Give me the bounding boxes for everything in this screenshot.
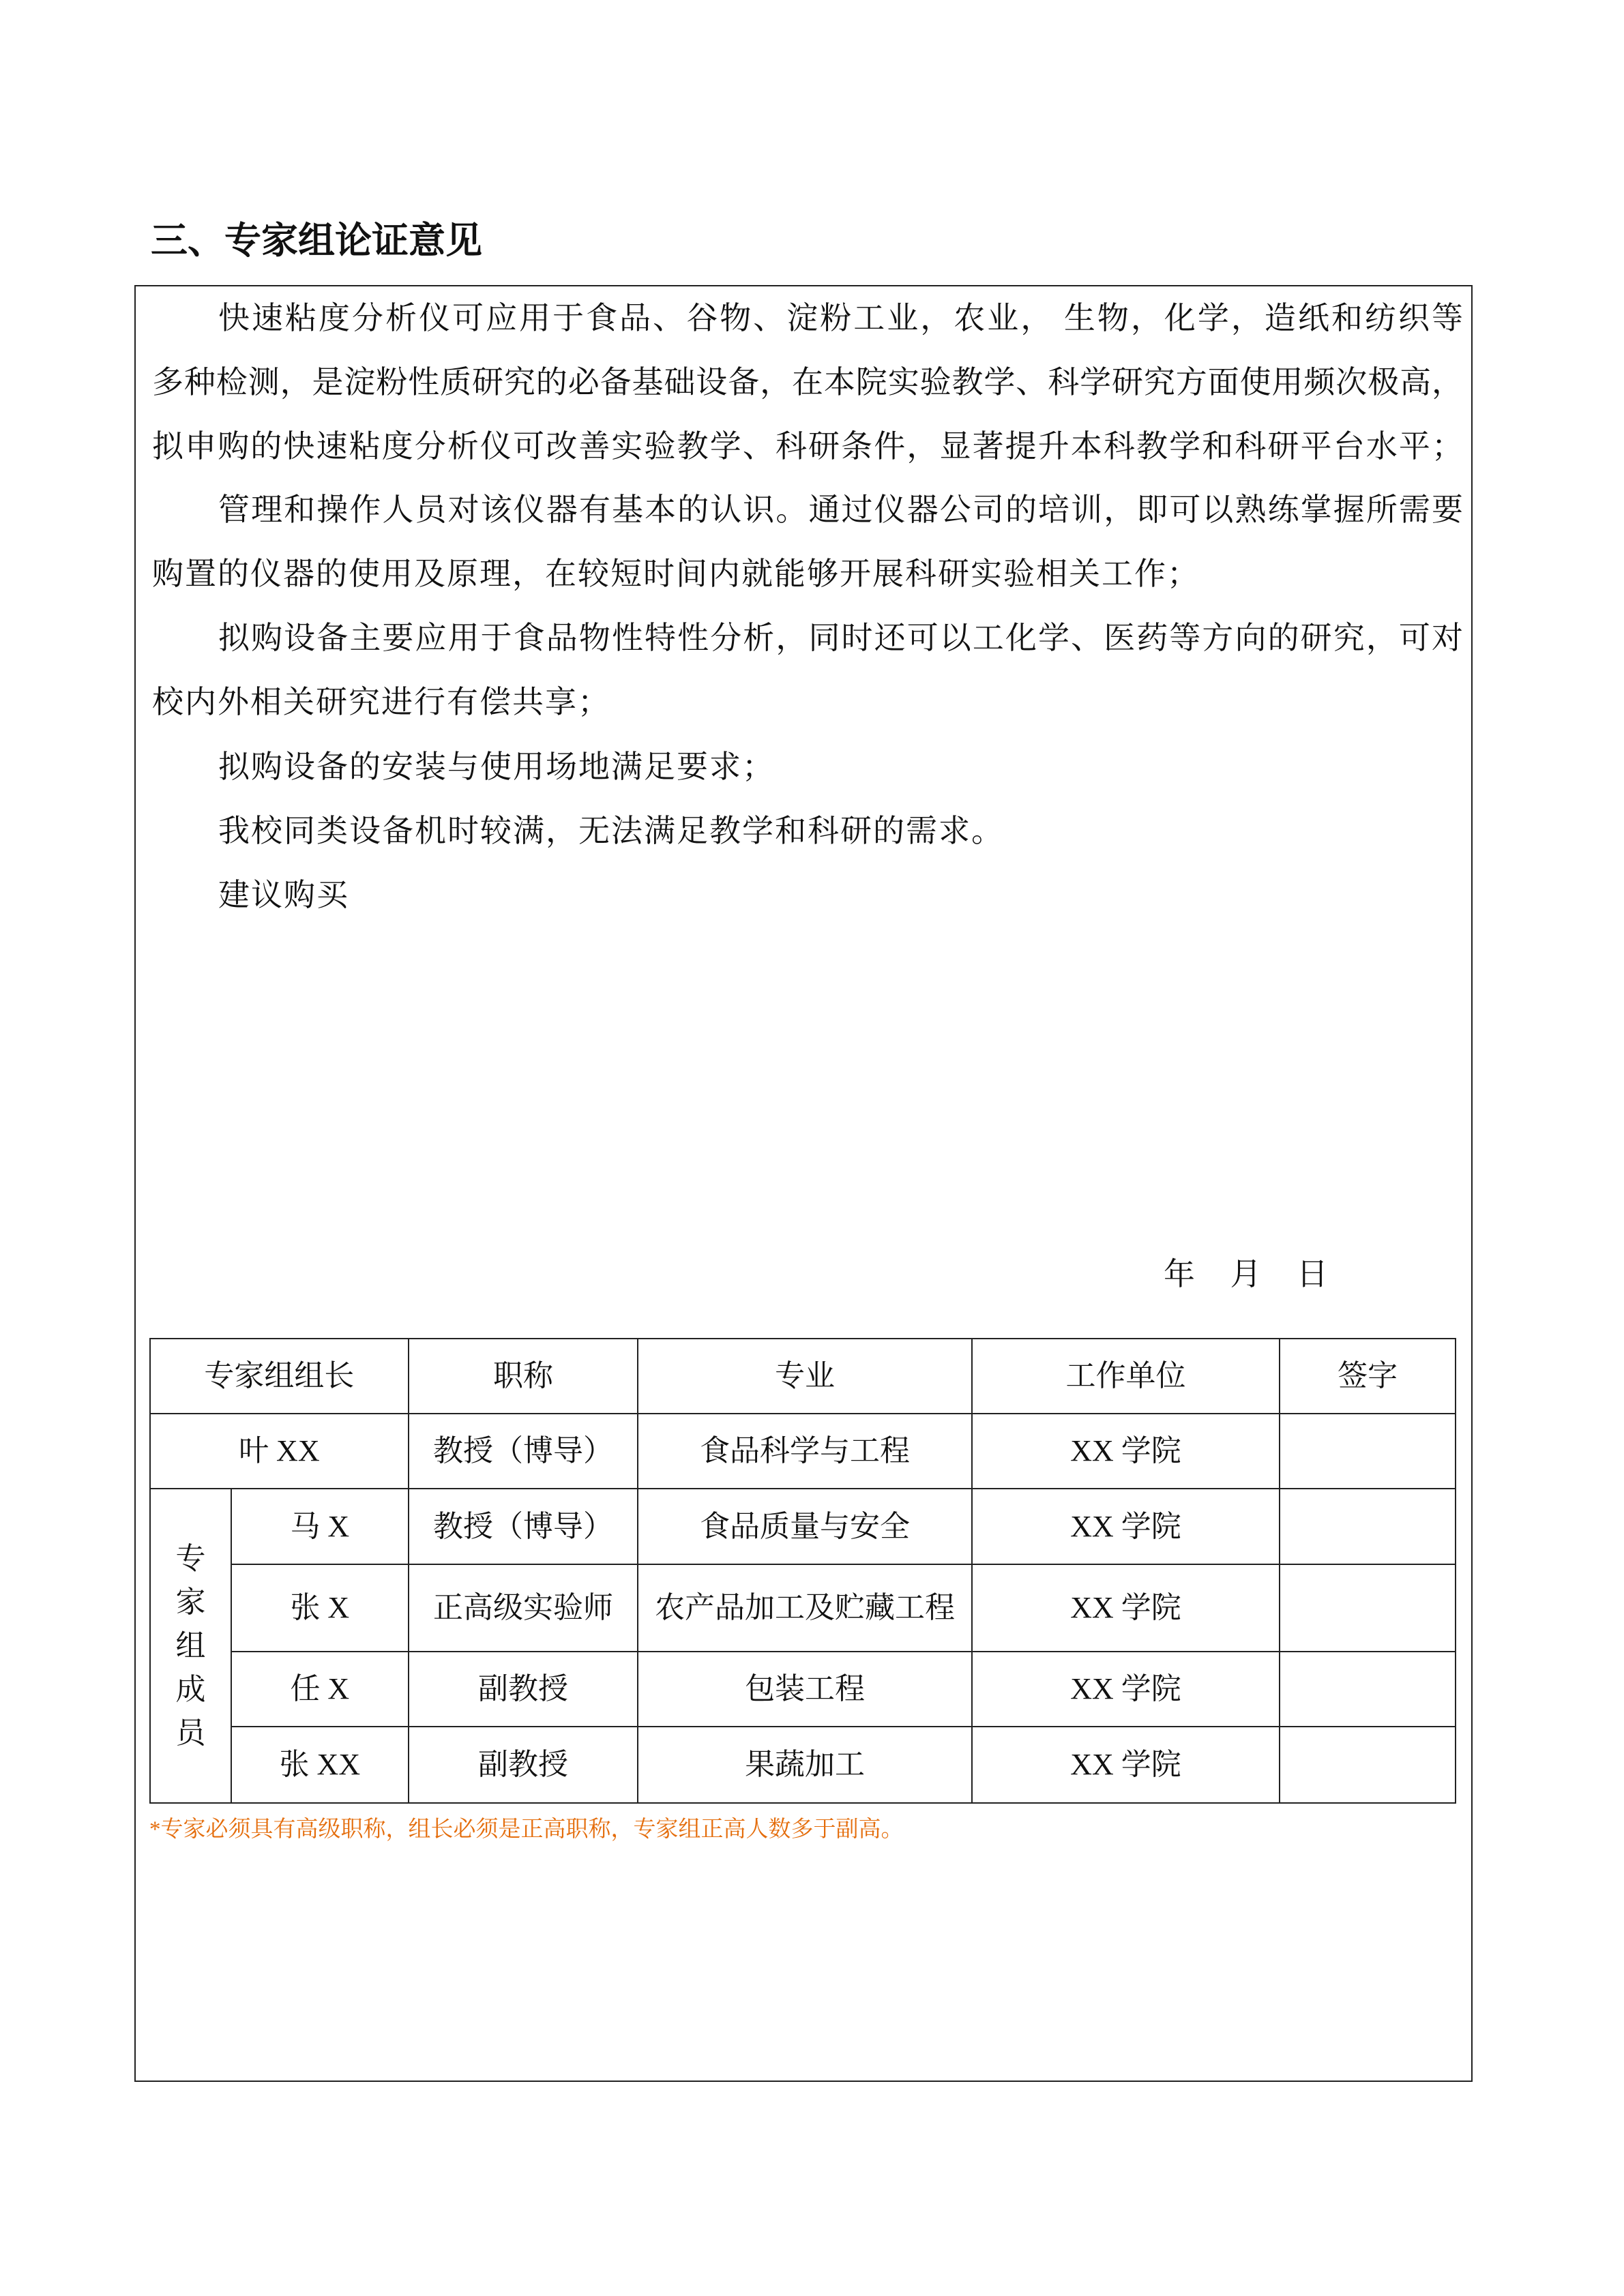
body-line: 校内外相关研究进行有偿共享； — [152, 685, 610, 719]
member-signature[interactable] — [1280, 1727, 1456, 1803]
body-line: 快速粘度分析仪可应用于食品、谷物、淀粉工业，农业， 生物，化学，造纸和纺织等 — [218, 301, 1463, 336]
table-row — [150, 1652, 1456, 1727]
member-title: 教授（博导） — [409, 1489, 638, 1564]
header-cell: 工作单位 — [972, 1339, 1280, 1414]
member-unit: XX 学院 — [972, 1652, 1280, 1727]
member-unit: XX 学院 — [972, 1727, 1280, 1803]
member-signature[interactable] — [1280, 1489, 1456, 1564]
recommendation: 建议购买 — [218, 878, 349, 912]
member-name: 张 X — [231, 1564, 409, 1652]
table-row — [150, 1727, 1456, 1803]
table-row-leader — [150, 1414, 1456, 1489]
leader-title: 教授（博导） — [409, 1414, 638, 1489]
table-header-row — [150, 1339, 1456, 1414]
member-name: 张 XX — [231, 1727, 409, 1803]
header-cell: 职称 — [409, 1339, 638, 1414]
header-cell: 专家组组长 — [150, 1339, 409, 1414]
member-name: 马 X — [231, 1489, 409, 1564]
member-title: 正高级实验师 — [409, 1564, 638, 1652]
header-cell: 签字 — [1280, 1339, 1456, 1414]
member-unit: XX 学院 — [972, 1489, 1280, 1564]
members-label: 专家组成员 — [150, 1489, 231, 1803]
member-signature[interactable] — [1280, 1652, 1456, 1727]
table-row — [150, 1489, 1456, 1564]
section-heading: 三、专家组论证意见 — [151, 220, 482, 261]
member-major: 农产品加工及贮藏工程 — [638, 1564, 971, 1652]
member-unit: XX 学院 — [972, 1564, 1280, 1652]
leader-major: 食品科学与工程 — [638, 1414, 971, 1489]
body-line: 购置的仪器的使用及原理，在较短时间内就能够开展科研实验相关工作； — [152, 556, 1200, 591]
date-field: 年 月 日 — [1164, 1257, 1328, 1292]
member-signature[interactable] — [1280, 1564, 1456, 1652]
body-line: 多种检测，是淀粉性质研究的必备基础设备，在本院实验教学、科学研究方面使用频次极高， — [152, 365, 1463, 400]
body-line: 我校同类设备机时较满，无法满足教学和科研的需求。 — [218, 814, 1004, 848]
expert-table — [149, 1338, 1456, 1804]
member-title: 副教授 — [409, 1727, 638, 1803]
member-major: 食品质量与安全 — [638, 1489, 971, 1564]
body-line: 管理和操作人员对该仪器有基本的认识。通过仪器公司的培训，即可以熟练掌握所需要 — [218, 492, 1463, 527]
member-title: 副教授 — [409, 1652, 638, 1727]
table-row — [150, 1564, 1456, 1652]
leader-signature[interactable] — [1280, 1414, 1456, 1489]
body-line: 拟购设备的安装与使用场地满足要求； — [218, 749, 775, 784]
requirement-note: *专家必须具有高级职称，组长必须是正高职称，专家组正高人数多于副高。 — [149, 1817, 904, 1842]
header-cell: 专业 — [638, 1339, 971, 1414]
leader-unit: XX 学院 — [972, 1414, 1280, 1489]
body-line: 拟申购的快速粘度分析仪可改善实验教学、科研条件，显著提升本科教学和科研平台水平； — [152, 429, 1463, 464]
member-name: 任 X — [231, 1652, 409, 1727]
body-line: 拟购设备主要应用于食品物性特性分析，同时还可以工化学、医药等方向的研究，可对 — [218, 621, 1463, 655]
leader-name: 叶 XX — [150, 1414, 409, 1489]
member-major: 果蔬加工 — [638, 1727, 971, 1803]
member-major: 包装工程 — [638, 1652, 971, 1727]
